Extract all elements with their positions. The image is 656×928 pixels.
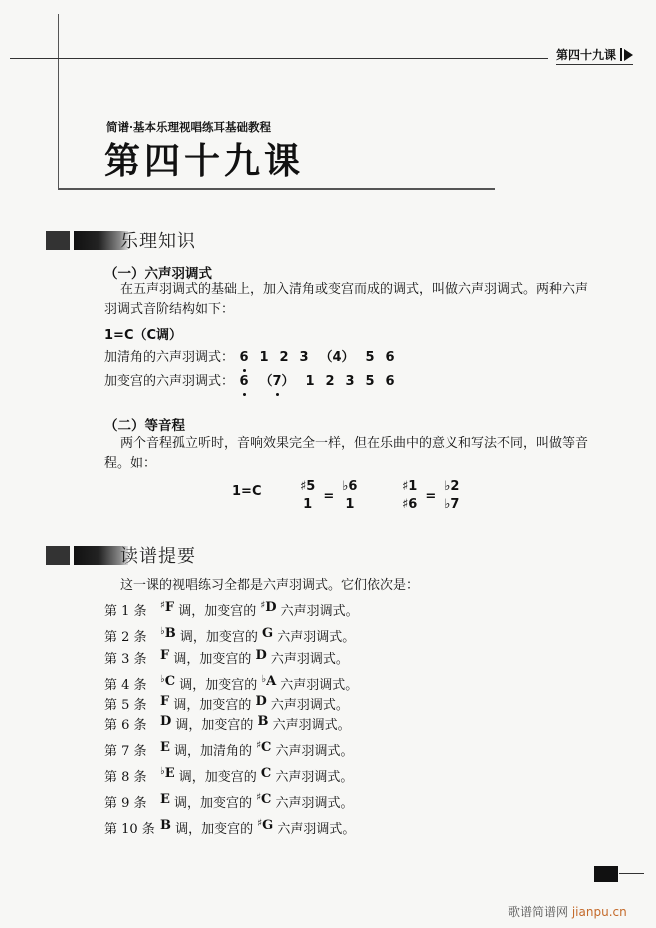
key-accidental: ♯: [160, 600, 165, 611]
interval-top-note: ♭6: [342, 479, 358, 494]
item-text: 六声羽调式。: [271, 770, 354, 785]
item-number: 第 3 条: [104, 652, 147, 667]
interval-top-note: ♭2: [444, 479, 460, 494]
key-name: D: [160, 714, 172, 729]
reading-intro: 这一课的视唱练习全都是六声羽调式。它们依次是：: [120, 578, 420, 593]
triangle-right-icon: [624, 49, 633, 61]
section-header-reading: [46, 543, 196, 567]
item-text: 六声羽调式。: [273, 630, 356, 645]
mode-name: C: [261, 792, 272, 807]
lesson-title: 第四十九课: [104, 141, 305, 182]
note: 6: [385, 350, 395, 365]
scale-biangong: [104, 372, 400, 392]
item-text: 调，加变宫的: [171, 822, 258, 837]
key-name: B: [160, 818, 171, 833]
paragraph-line: 程。如：: [104, 456, 157, 471]
mode-name: G: [261, 626, 274, 641]
mode-accidental: ♭: [261, 674, 267, 685]
subsection-heading-1: （一）六声羽调式: [104, 266, 212, 282]
list-item: [104, 792, 354, 811]
watermark: [508, 903, 627, 920]
note: 2: [325, 374, 335, 389]
mode-accidental: ♯: [256, 792, 262, 803]
subsection-heading-2: （二）等音程: [104, 418, 185, 434]
equals-sign: =: [425, 488, 437, 504]
item-text: 六声羽调式。: [266, 652, 349, 667]
interval-right: [342, 478, 357, 514]
enharmonic-example-1: [300, 478, 357, 514]
mode-accidental: ♯: [256, 740, 262, 751]
header-bottom-rule: [58, 188, 495, 190]
paragraph-line: 羽调式音阶结构如下：: [104, 302, 235, 317]
watermark-cn: 歌谱简谱网: [508, 905, 569, 919]
scale-notes: [234, 372, 400, 392]
scale-label: 加清角的六声羽调式：: [104, 350, 235, 365]
list-item: [104, 818, 355, 837]
list-item: [104, 648, 349, 667]
header-vertical-rule: [58, 14, 59, 189]
section-header-theory: [46, 228, 196, 252]
interval-left: [300, 478, 315, 514]
section-marker-block: [46, 231, 70, 250]
page-mark-block: [594, 866, 617, 882]
scale-notes: [234, 348, 400, 368]
item-number: 第 4 条: [104, 678, 147, 693]
key-name: C: [164, 674, 176, 689]
note: 6: [234, 372, 254, 392]
list-item: [104, 626, 355, 645]
item-text: 六声羽调式。: [276, 678, 359, 693]
interval-bottom-note: 1: [345, 497, 355, 512]
item-text: 调，加清角的: [169, 744, 257, 759]
note: 6: [385, 374, 395, 389]
running-head-bar: [620, 48, 622, 61]
key-name: E: [160, 792, 170, 807]
running-head-text: 第四十九课: [556, 48, 617, 62]
mode-name: C: [261, 740, 272, 755]
note: （4）: [319, 350, 355, 365]
list-item: [104, 600, 359, 619]
list-item: [104, 766, 353, 785]
key-name: E: [164, 766, 175, 781]
item-text: 六声羽调式。: [273, 822, 356, 837]
running-head: [556, 46, 633, 65]
page-mark-bar: [617, 866, 618, 882]
section-title: 读谱提要: [120, 546, 196, 567]
item-text: 六声羽调式。: [271, 744, 354, 759]
mode-name: D: [255, 648, 267, 663]
item-text: 调，加变宫的: [174, 604, 261, 619]
scale-label: 加变宫的六声羽调式：: [104, 374, 235, 389]
note: 1: [305, 374, 315, 389]
section-title: 乐理知识: [120, 231, 196, 252]
item-text: 调，加变宫的: [169, 796, 257, 811]
interval-bottom-note: 1: [303, 497, 313, 512]
key-accidental: ♭: [160, 766, 165, 777]
interval-bottom-note: ♭7: [444, 497, 460, 512]
item-text: 调，加变宫的: [175, 678, 262, 693]
interval-right: [444, 478, 459, 514]
key-accidental: ♭: [160, 674, 165, 685]
note: 3: [299, 350, 309, 365]
mode-name: D: [255, 694, 267, 709]
interval-key: 1=C: [232, 484, 262, 499]
item-number: 第 10 条: [104, 822, 155, 837]
item-number: 第 5 条: [104, 698, 147, 713]
list-item: [104, 714, 351, 733]
mode-accidental: ♯: [260, 600, 266, 611]
scale-qingjiao: [104, 348, 400, 368]
note: 6: [234, 348, 254, 368]
enharmonic-example-2: [402, 478, 459, 514]
key-name: F: [160, 648, 170, 663]
item-number: 第 9 条: [104, 796, 147, 811]
key-name: F: [160, 694, 170, 709]
key-name: B: [164, 626, 176, 641]
interval-left: [402, 478, 417, 514]
page-mark-line: [619, 873, 644, 874]
paragraph-line: 在五声羽调式的基础上，加入清角或变宫而成的调式，叫做六声羽调式。两种六声: [120, 282, 589, 297]
mode-name: G: [262, 818, 274, 833]
note: 2: [279, 350, 289, 365]
note: 1: [259, 350, 269, 365]
mode-name: C: [260, 766, 272, 781]
item-text: 调，加变宫的: [175, 630, 262, 645]
mode-name: A: [266, 674, 277, 689]
item-text: 调，加变宫的: [169, 652, 256, 667]
key-accidental: ♭: [160, 626, 165, 637]
item-text: 六声羽调式。: [276, 604, 359, 619]
equals-sign: =: [323, 488, 335, 504]
item-text: 调，加变宫的: [174, 770, 261, 785]
mode-name: B: [257, 714, 269, 729]
list-item: [104, 694, 349, 713]
key-signature: 1=C（C调）: [104, 328, 183, 343]
note: 3: [345, 374, 355, 389]
item-text: 调，加变宫的: [171, 718, 258, 733]
note: 5: [365, 374, 375, 389]
key-name: F: [164, 600, 175, 615]
item-text: 六声羽调式。: [271, 796, 354, 811]
interval-top-note: ♯5: [300, 479, 316, 494]
interval-top-note: ♯1: [402, 479, 418, 494]
mode-accidental: ♯: [257, 818, 263, 829]
note: （7）: [254, 372, 300, 392]
item-number: 第 7 条: [104, 744, 147, 759]
item-text: 六声羽调式。: [266, 698, 349, 713]
list-item: [104, 740, 354, 759]
item-number: 第 2 条: [104, 630, 147, 645]
note: 5: [365, 350, 375, 365]
watermark-url: jianpu.cn: [571, 905, 627, 919]
paragraph-line: 两个音程孤立听时，音响效果完全一样，但在乐曲中的意义和写法不同，叫做等音: [120, 436, 589, 451]
book-title: 简谱·基本乐理视唱练耳基础教程: [106, 120, 272, 134]
list-item: [104, 674, 358, 693]
item-text: 调，加变宫的: [169, 698, 256, 713]
section-marker-block: [46, 546, 70, 565]
interval-bottom-note: ♯6: [402, 497, 418, 512]
item-text: 六声羽调式。: [268, 718, 351, 733]
header-top-rule: [10, 58, 548, 59]
key-name: E: [160, 740, 170, 755]
item-number: 第 8 条: [104, 770, 147, 785]
item-number: 第 1 条: [104, 604, 147, 619]
item-number: 第 6 条: [104, 718, 147, 733]
mode-name: D: [265, 600, 277, 615]
